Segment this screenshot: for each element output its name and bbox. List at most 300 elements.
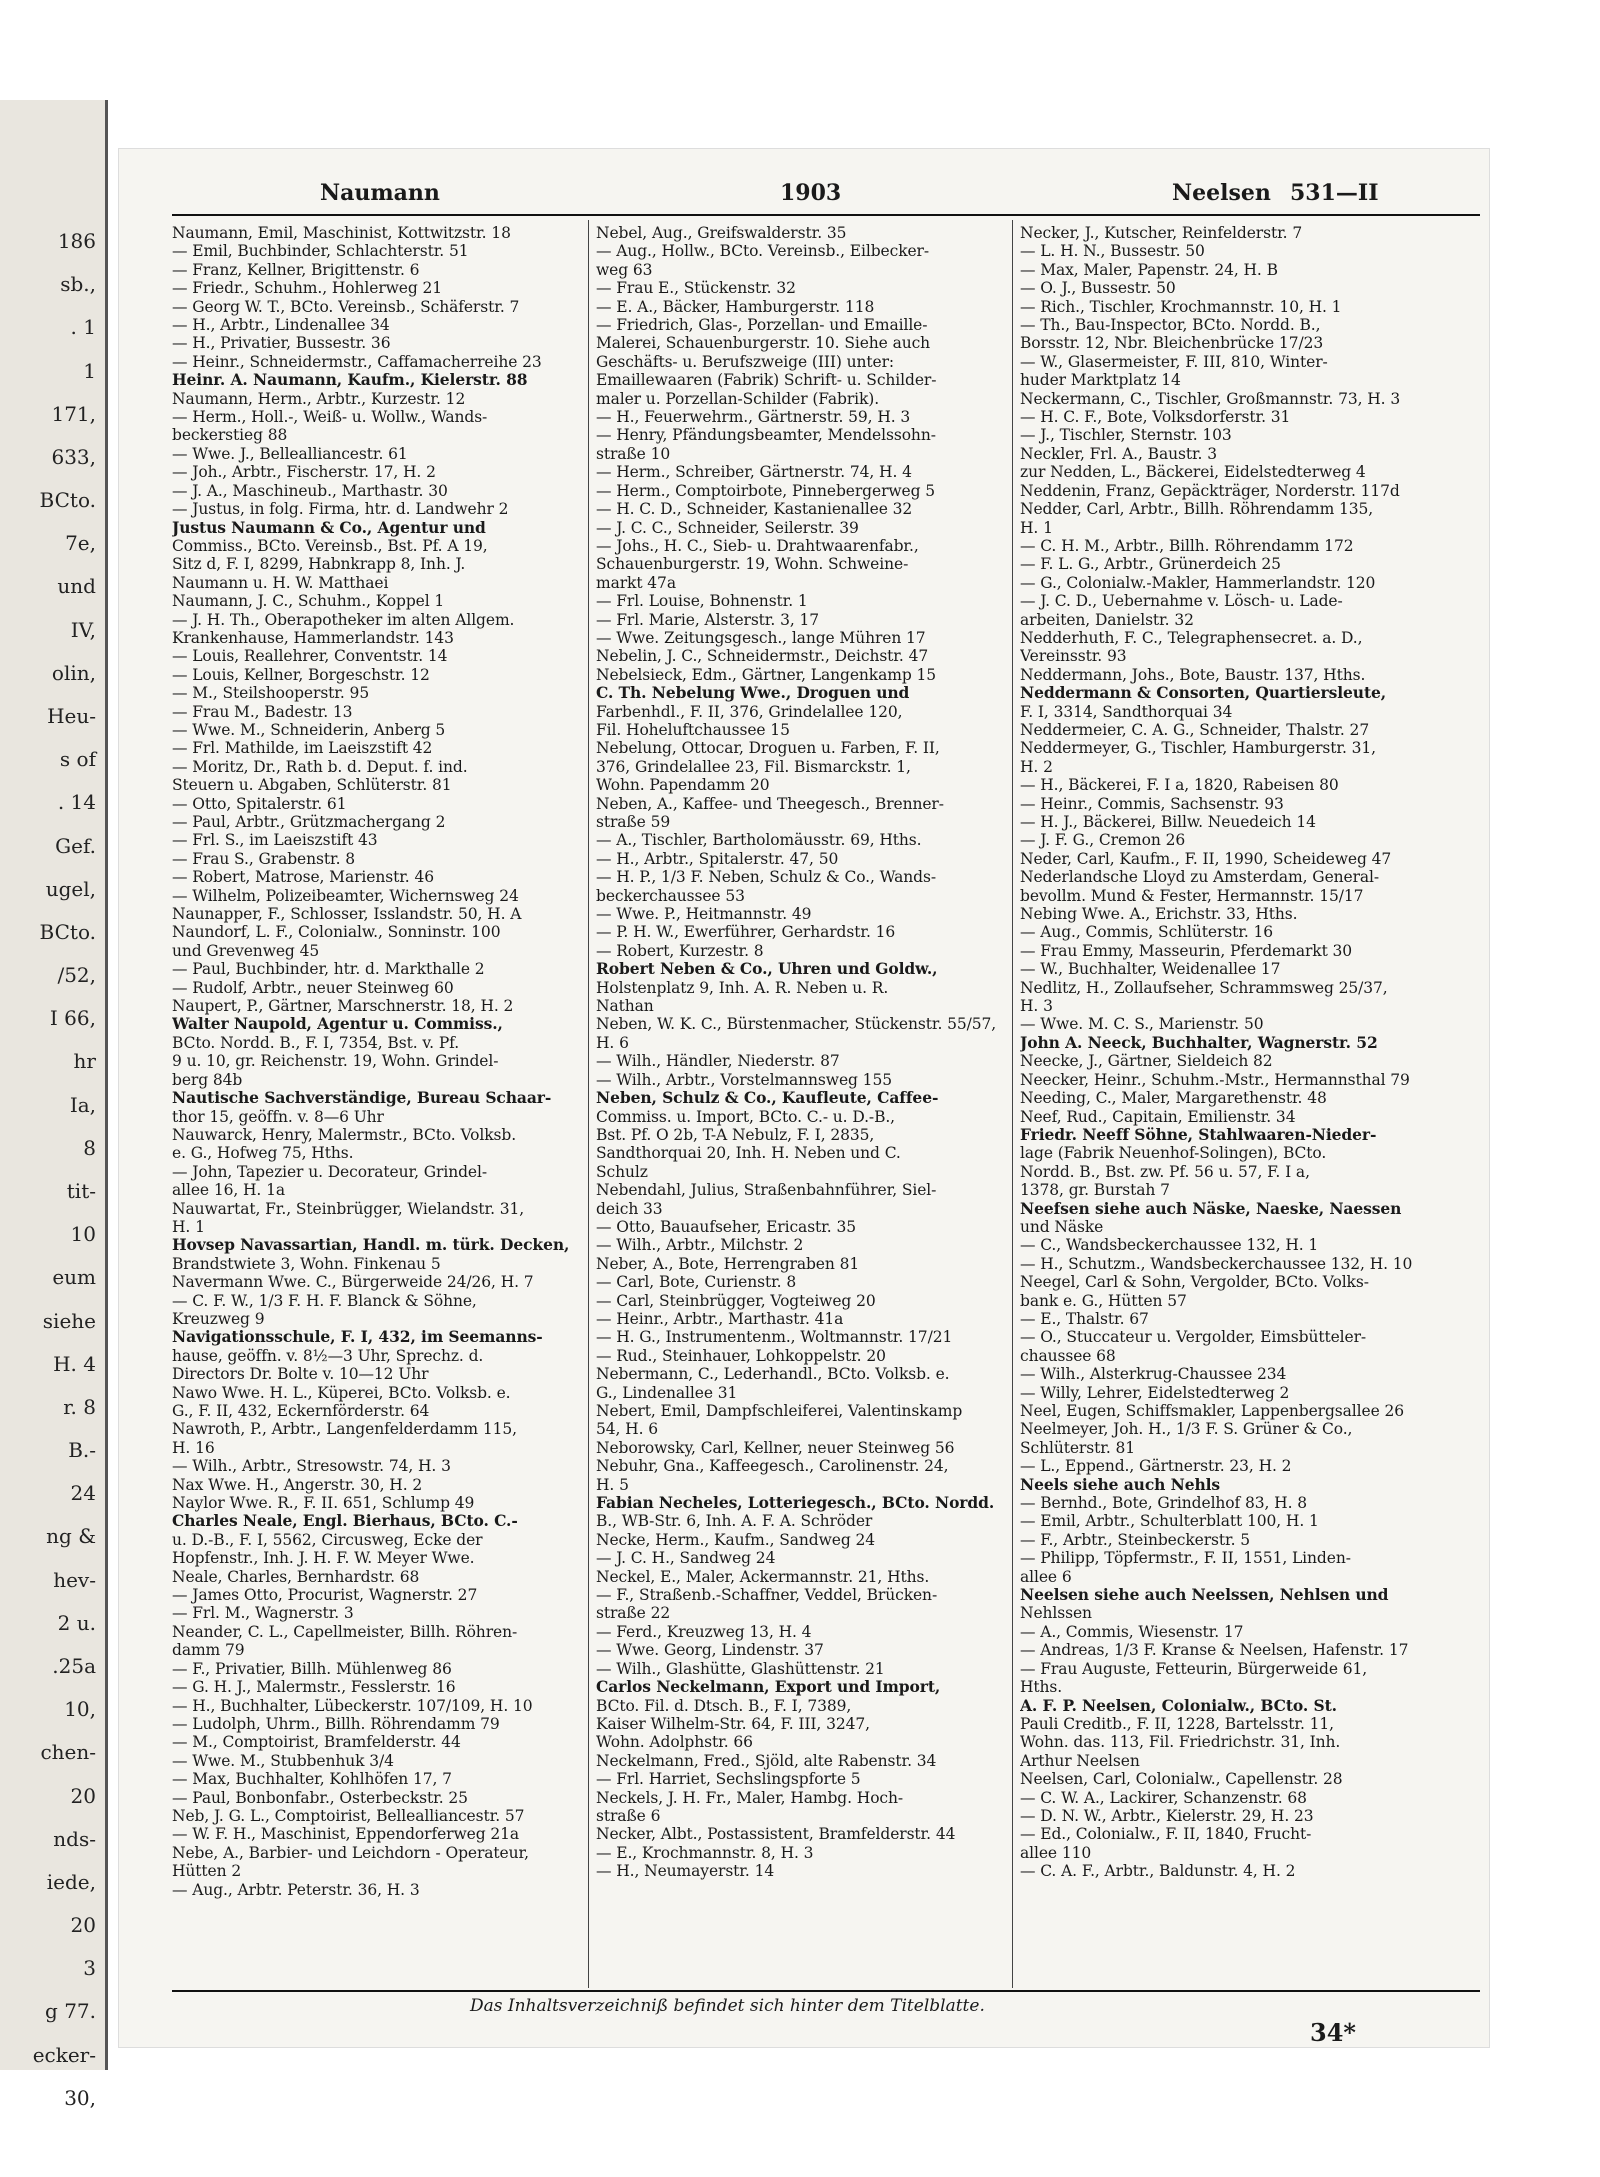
- directory-entry: — W. F. H., Maschinist, Eppendorferweg 21a: [172, 1825, 520, 1844]
- directory-entry: beckerstieg 88: [172, 426, 288, 445]
- header-rule: [172, 214, 1480, 216]
- directory-entry: Commiss., BCto. Vereinsb., Bst. Pf. A 19,: [172, 536, 488, 555]
- header-left-name: Naumann: [320, 180, 440, 206]
- directory-entry: — Frl. S., im Laeiszstift 43: [172, 831, 378, 850]
- directory-entry: weg 63: [596, 260, 653, 279]
- directory-entry: Nedderhuth, F. C., Telegraphensecret. a. D.,: [1020, 628, 1363, 647]
- directory-entry: Wohn. Adolphstr. 66: [596, 1733, 753, 1752]
- directory-entry: — Wilhelm, Polizeibeamter, Wichernsweg 24: [172, 886, 519, 905]
- directory-entry: Neb, J. G. L., Comptoirist, Bellealliancestr. 57: [172, 1806, 525, 1825]
- directory-entry: BCto. Fil. d. Dtsch. B., F. I, 7389,: [596, 1696, 852, 1715]
- directory-entry: — W., Buchhalter, Weidenallee 17: [1020, 960, 1281, 979]
- previous-page-fragment: 1: [83, 358, 96, 383]
- directory-entry: Nedder, Carl, Arbtr., Billh. Röhrendamm 135,: [1020, 500, 1374, 519]
- previous-page-fragment: ng &: [46, 1524, 96, 1549]
- directory-entry: hause, geöffn. v. 8½—3 Uhr, Sprechz. d.: [172, 1346, 484, 1365]
- directory-entry: Naylor Wwe. R., F. II. 651, Schlump 49: [172, 1494, 475, 1513]
- directory-entry: — H., Arbtr., Spitalerstr. 47, 50: [596, 849, 839, 868]
- previous-page-fragment: BCto.: [39, 488, 96, 513]
- directory-entry: — J., Tischler, Sternstr. 103: [1020, 426, 1232, 445]
- directory-entry: — M., Comptoirist, Bramfelderstr. 44: [172, 1733, 461, 1752]
- directory-entry: — Frl. Marie, Alsterstr. 3, 17: [596, 610, 820, 629]
- directory-entry: — Max, Buchhalter, Kohlhöfen 17, 7: [172, 1770, 452, 1789]
- directory-entry: Neelsen, Carl, Colonialw., Capellenstr. 28: [1020, 1770, 1343, 1789]
- directory-entry: H. 5: [596, 1475, 629, 1494]
- directory-entry: Kaiser Wilhelm-Str. 64, F. III, 3247,: [596, 1714, 870, 1733]
- directory-entry: — C., Wandsbeckerchaussee 132, H. 1: [1020, 1236, 1319, 1255]
- directory-entry: — John, Tapezier u. Decorateur, Grindel-: [172, 1162, 487, 1181]
- directory-entry: Nehlssen: [1020, 1604, 1092, 1623]
- previous-page-fragment: B.-: [68, 1438, 96, 1463]
- directory-entry: Neddermeyer, G., Tischler, Hamburgerstr. 31,: [1020, 739, 1377, 758]
- directory-entry: Nathan: [596, 997, 654, 1016]
- directory-column-3: [1020, 224, 1450, 1881]
- previous-page-fragment: Heu-: [47, 704, 96, 728]
- directory-entry: — Henry, Pfändungsbeamter, Mendelssohn-: [596, 426, 936, 445]
- directory-entry: lage (Fabrik Neuenhof-Solingen), BCto.: [1020, 1144, 1327, 1163]
- directory-entry: — Aug., Arbtr. Peterstr. 36, H. 3: [172, 1880, 420, 1899]
- directory-entry: — Wwe. M., Schneiderin, Anberg 5: [172, 720, 446, 739]
- directory-entry: — F. L. G., Arbtr., Grünerdeich 25: [1020, 555, 1281, 574]
- directory-entry: Neckermann, C., Tischler, Großmannstr. 73, H. 3: [1020, 389, 1401, 408]
- directory-entry: Neelsen siehe auch Neelssen, Nehlsen und: [1020, 1586, 1389, 1605]
- directory-entry: — Moritz, Dr., Rath b. d. Deput. f. ind.: [172, 757, 468, 776]
- directory-entry: Neddenin, Franz, Gepäckträger, Norderstr. 117d: [1020, 481, 1400, 500]
- directory-entry: Naupert, P., Gärtner, Marschnerstr. 18, H. 2: [172, 997, 514, 1016]
- directory-entry: bevollm. Mund & Fester, Hermannstr. 15/17: [1020, 886, 1364, 905]
- directory-entry: thor 15, geöffn. v. 8—6 Uhr: [172, 1107, 384, 1126]
- directory-entry: — H. J., Bäckerei, Billw. Neuedeich 14: [1020, 813, 1316, 831]
- directory-entry: 9 u. 10, gr. Reichenstr. 19, Wohn. Grindel-: [172, 1052, 499, 1071]
- directory-entry: Hths.: [1020, 1678, 1063, 1697]
- previous-page-fragment: 30,: [64, 2085, 96, 2110]
- directory-entry: Nawo Wwe. H. L., Küperei, BCto. Volksb. e.: [172, 1383, 511, 1402]
- previous-page-fragment: und: [57, 574, 96, 599]
- previous-page-fragment: r. 8: [63, 1394, 96, 1419]
- directory-entry: — H., Bäckerei, F. I a, 1820, Rabeisen 80: [1020, 776, 1339, 795]
- directory-entry: Hovsep Navassartian, Handl. m. türk. Decken,: [172, 1236, 570, 1255]
- previous-page-fragment: . 1: [70, 315, 96, 340]
- directory-entry: bank e. G., Hütten 57: [1020, 1291, 1187, 1310]
- directory-entry: — Wwe. P., Heitmannstr. 49: [596, 905, 812, 924]
- directory-entry: — Frau M., Badestr. 13: [172, 702, 353, 721]
- directory-entry: — Herm., Schreiber, Gärtnerstr. 74, H. 4: [596, 463, 912, 482]
- directory-entry: Neben, A., Kaffee- und Theegesch., Brenner-: [596, 794, 944, 813]
- directory-entry: — Max, Maler, Papenstr. 24, H. B: [1020, 260, 1278, 279]
- directory-entry: straße 6: [596, 1806, 661, 1825]
- directory-entry: — James Otto, Procurist, Wagnerstr. 27: [172, 1586, 478, 1605]
- directory-entry: — J. C. D., Uebernahme v. Lösch- u. Lade-: [1020, 592, 1343, 611]
- directory-entry: Commiss. u. Import, BCto. C.- u. D.-B.,: [596, 1107, 896, 1126]
- directory-entry: Carlos Neckelmann, Export und Import,: [596, 1678, 941, 1697]
- directory-entry: Nebelin, J. C., Schneidermstr., Deichstr. 47: [596, 647, 929, 666]
- directory-entry: Nebel, Aug., Greifswalderstr. 35: [596, 224, 847, 242]
- directory-column-2: [596, 224, 1026, 1881]
- previous-page-fragment: eum: [52, 1265, 96, 1290]
- directory-entry: Neborowsky, Carl, Kellner, neuer Steinweg 56: [596, 1438, 955, 1457]
- directory-entry: — Th., Bau-Inspector, BCto. Nordd. B.,: [1020, 316, 1321, 335]
- directory-entry: Neber, A., Bote, Herrengraben 81: [596, 1254, 860, 1273]
- directory-entry: Naumann, J. C., Schuhm., Koppel 1: [172, 592, 445, 611]
- directory-entry: und Näske: [1020, 1217, 1104, 1236]
- directory-entry: — Georg W. T., BCto. Vereinsb., Schäferstr. 7: [172, 297, 520, 316]
- directory-entry: deich 33: [596, 1199, 663, 1218]
- directory-entry: straße 10: [596, 444, 671, 463]
- directory-entry: Justus Naumann & Co., Agentur und: [172, 518, 486, 537]
- previous-page-fragment: s of: [59, 747, 96, 772]
- directory-entry: Navigationsschule, F. I, 432, im Seemanns-: [172, 1328, 543, 1347]
- previous-page-fragment: ecker-: [32, 2042, 96, 2067]
- directory-entry: — Ludolph, Uhrm., Billh. Röhrendamm 79: [172, 1714, 500, 1733]
- directory-entry: Necke, Herm., Kaufm., Sandweg 24: [596, 1530, 876, 1549]
- directory-entry: — Carl, Bote, Curienstr. 8: [596, 1273, 797, 1292]
- directory-entry: Nebendahl, Julius, Straßenbahnführer, Siel-: [596, 1181, 937, 1200]
- directory-entry: 1378, gr. Burstah 7: [1020, 1181, 1170, 1200]
- directory-entry: — Heinr., Commis, Sachsenstr. 93: [1020, 794, 1284, 813]
- directory-entry: markt 47a: [596, 573, 676, 592]
- directory-column-1: [172, 224, 602, 1899]
- directory-entry: — H., Buchhalter, Lübeckerstr. 107/109, H. 10: [172, 1696, 533, 1715]
- directory-entry: — F., Straßenb.-Schaffner, Veddel, Brücken-: [596, 1586, 938, 1605]
- directory-entry: — Justus, in folg. Firma, htr. d. Landwehr 2: [172, 500, 509, 519]
- directory-entry: — Otto, Spitalerstr. 61: [172, 794, 347, 813]
- directory-entry: Borsstr. 12, Nbr. Bleichenbrücke 17/23: [1020, 334, 1324, 353]
- directory-entry: 376, Grindelallee 23, Fil. Bismarckstr. 1,: [596, 757, 911, 776]
- directory-entry: — E., Krochmannstr. 8, H. 3: [596, 1843, 814, 1862]
- directory-entry: berg 84b: [172, 1070, 243, 1089]
- previous-page-fragment: chen-: [40, 1740, 96, 1765]
- previous-page-fragment: hr: [73, 1049, 96, 1074]
- directory-entry: — Herm., Comptoirbote, Pinnebergerweg 5: [596, 481, 936, 500]
- directory-entry: — Wwe. M. C. S., Marienstr. 50: [1020, 1015, 1264, 1034]
- directory-entry: Hopfenstr., Inh. J. H. F. W. Meyer Wwe.: [172, 1549, 475, 1568]
- directory-entry: — P. H. W., Ewerführer, Gerhardstr. 16: [596, 923, 896, 942]
- directory-entry: — Frau S., Grabenstr. 8: [172, 849, 356, 868]
- directory-entry: Directors Dr. Bolte v. 10—12 Uhr: [172, 1365, 429, 1384]
- directory-entry: Kreuzweg 9: [172, 1309, 265, 1328]
- directory-entry: — C. F. W., 1/3 F. H. F. Blanck & Söhne,: [172, 1291, 477, 1310]
- previous-page-fragment: g 77.: [45, 1999, 96, 2024]
- directory-entry: — O., Stuccateur u. Vergolder, Eimsbütteler-: [1020, 1328, 1367, 1347]
- previous-page-fragment: H. 4: [53, 1351, 96, 1376]
- directory-entry: Neelmeyer, Joh. H., 1/3 F. S. Grüner & Co.,: [1020, 1420, 1353, 1439]
- directory-entry: — Wilh., Händler, Niederstr. 87: [596, 1052, 840, 1071]
- directory-entry: e. G., Hofweg 75, Hths.: [172, 1144, 354, 1163]
- directory-entry: Neckelmann, Fred., Sjöld, alte Rabenstr. 34: [596, 1751, 937, 1770]
- previous-page-fragment: iede,: [46, 1869, 96, 1894]
- directory-entry: — J. A., Maschineub., Marthastr. 30: [172, 481, 448, 500]
- directory-entry: — Wwe. Georg, Lindenstr. 37: [596, 1641, 824, 1660]
- directory-entry: Holstenplatz 9, Inh. A. R. Neben u. R.: [596, 978, 889, 997]
- directory-entry: — Frau E., Stückenstr. 32: [596, 279, 796, 298]
- directory-entry: Neckel, E., Maler, Ackermannstr. 21, Hths.: [596, 1567, 930, 1586]
- directory-entry: Steuern u. Abgaben, Schlüterstr. 81: [172, 776, 452, 795]
- directory-entry: arbeiten, Danielstr. 32: [1020, 610, 1194, 629]
- directory-entry: Krankenhause, Hammerlandstr. 143: [172, 628, 454, 647]
- directory-entry: Neegel, Carl & Sohn, Vergolder, BCto. Volks-: [1020, 1273, 1369, 1292]
- previous-page-fragment: 186: [57, 229, 96, 253]
- directory-entry: Neddermann, Johs., Bote, Baustr. 137, Hths.: [1020, 665, 1366, 684]
- directory-entry: — Andreas, 1/3 F. Kranse & Neelsen, Hafenstr. 17: [1020, 1641, 1409, 1660]
- directory-entry: Neel, Eugen, Schiffsmakler, Lappenbergsallee 26: [1020, 1402, 1405, 1420]
- directory-entry: Fabian Necheles, Lotteriegesch., BCto. Nordd.: [596, 1494, 995, 1513]
- previous-page-fragment: 8: [83, 1135, 96, 1160]
- directory-entry: — J. H. Th., Oberapotheker im alten Allgem.: [172, 610, 515, 629]
- directory-entry: — Frl. M., Wagnerstr. 3: [172, 1604, 354, 1623]
- directory-entry: F. I, 3314, Sandthorquai 34: [1020, 702, 1233, 721]
- directory-entry: Nederlandsche Lloyd zu Amsterdam, General-: [1020, 868, 1380, 887]
- directory-entry: — Robert, Matrose, Marienstr. 46: [172, 868, 434, 887]
- previous-page-fragment: tit-: [66, 1179, 96, 1203]
- directory-entry: Schauenburgerstr. 19, Wohn. Schweine-: [596, 555, 909, 574]
- directory-entry: — H., Privatier, Bussestr. 36: [172, 334, 391, 353]
- directory-entry: — Johs., H. C., Sieb- u. Drahtwaarenfabr.,: [596, 536, 919, 555]
- directory-entry: G., F. II, 432, Eckernförderstr. 64: [172, 1402, 430, 1420]
- directory-entry: Walter Naupold, Agentur u. Commiss.,: [172, 1015, 503, 1034]
- footer-note: Das Inhaltsverzeichniß befindet sich hinter dem Titelblatte.: [470, 1996, 985, 2016]
- directory-entry: — H. C. D., Schneider, Kastanienallee 32: [596, 500, 913, 519]
- directory-entry: — L., Eppend., Gärtnerstr. 23, H. 2: [1020, 1457, 1292, 1476]
- directory-entry: Neecker, Heinr., Schuhm.-Mstr., Hermannsthal 79: [1020, 1070, 1410, 1089]
- directory-entry: Charles Neale, Engl. Bierhaus, BCto. C.-: [172, 1512, 518, 1531]
- directory-entry: Neander, C. L., Capellmeister, Billh. Röhren-: [172, 1622, 518, 1641]
- directory-entry: Naunapper, F., Schlosser, Isslandstr. 50, H. A: [172, 905, 522, 924]
- directory-entry: Necker, J., Kutscher, Reinfelderstr. 7: [1020, 224, 1303, 242]
- directory-entry: beckerchaussee 53: [596, 886, 745, 905]
- directory-entry: — C. A. F., Arbtr., Baldunstr. 4, H. 2: [1020, 1862, 1296, 1881]
- directory-entry: — Emil, Buchbinder, Schlachterstr. 51: [172, 242, 469, 261]
- directory-entry: — F., Privatier, Billh. Mühlenweg 86: [172, 1659, 452, 1678]
- directory-entry: — Frl. Harriet, Sechslingspforte 5: [596, 1770, 861, 1789]
- directory-entry: — Paul, Buchbinder, htr. d. Markthalle 2: [172, 960, 485, 979]
- previous-page-fragment: 20: [70, 1783, 96, 1808]
- directory-entry: Vereinsstr. 93: [1020, 647, 1127, 666]
- directory-entry: — Wilh., Arbtr., Milchstr. 2: [596, 1236, 804, 1255]
- directory-entry: Naundorf, L. F., Colonialw., Sonninstr. 100: [172, 923, 501, 942]
- directory-entry: — O. J., Bussestr. 50: [1020, 279, 1176, 298]
- directory-entry: H. 16: [172, 1438, 215, 1457]
- directory-entry: — Otto, Bauaufseher, Ericastr. 35: [596, 1217, 856, 1236]
- directory-entry: — J. C. C., Schneider, Seilerstr. 39: [596, 518, 859, 537]
- directory-entry: — G., Colonialw.-Makler, Hammerlandstr. 120: [1020, 573, 1376, 592]
- directory-entry: Nebelung, Ottocar, Droguen u. Farben, F. II,: [596, 739, 940, 758]
- directory-entry: Nebing Wwe. A., Erichstr. 33, Hths.: [1020, 905, 1298, 924]
- directory-entry: allee 110: [1020, 1843, 1092, 1862]
- directory-entry: Neef, Rud., Capitain, Emilienstr. 34: [1020, 1107, 1296, 1126]
- directory-entry: Neben, Schulz & Co., Kaufleute, Caffee-: [596, 1089, 939, 1108]
- directory-entry: — Wwe. Zeitungsgesch., lange Mühren 17: [596, 628, 926, 647]
- directory-entry: H. 3: [1020, 997, 1053, 1016]
- previous-page-fragment: olin,: [51, 660, 96, 685]
- directory-entry: — H. P., 1/3 F. Neben, Schulz & Co., Wands-: [596, 868, 936, 887]
- previous-page-fragment: 633,: [51, 444, 96, 469]
- directory-entry: — Frl. Louise, Bohnenstr. 1: [596, 592, 808, 611]
- directory-entry: Emaillewaaren (Fabrik) Schrift- u. Schilder-: [596, 371, 937, 390]
- directory-entry: H. 2: [1020, 757, 1053, 776]
- previous-page-fragment: .25a: [52, 1654, 96, 1678]
- directory-entry: Sitz d, F. I, 8299, Habnkrapp 8, Inh. J.: [172, 555, 466, 574]
- directory-entry: Heinr. A. Naumann, Kaufm., Kielerstr. 88: [172, 371, 528, 390]
- directory-entry: — Carl, Steinbrügger, Vogteiweg 20: [596, 1291, 876, 1310]
- directory-entry: maler u. Porzellan-Schilder (Fabrik).: [596, 389, 880, 408]
- directory-entry: — E. A., Bäcker, Hamburgerstr. 118: [596, 297, 875, 316]
- directory-entry: Naumann u. H. W. Matthaei: [172, 573, 389, 592]
- directory-entry: — H., Feuerwehrm., Gärtnerstr. 59, H. 3: [596, 408, 911, 427]
- directory-entry: allee 6: [1020, 1567, 1072, 1586]
- directory-entry: — A., Commis, Wiesenstr. 17: [1020, 1622, 1244, 1641]
- directory-entry: John A. Neeck, Buchhalter, Wagnerstr. 52: [1020, 1033, 1378, 1052]
- directory-entry: — H. C. F., Bote, Volksdorferstr. 31: [1020, 408, 1291, 427]
- directory-entry: — J. F. G., Cremon 26: [1020, 831, 1186, 850]
- previous-page-fragment: BCto.: [39, 919, 96, 944]
- previous-page-fragment: /52,: [57, 963, 96, 988]
- header-right-name: Neelsen: [1172, 180, 1271, 206]
- directory-entry: — Rud., Steinhauer, Lohkoppelstr. 20: [596, 1346, 886, 1365]
- directory-entry: Neckler, Frl. A., Baustr. 3: [1020, 444, 1217, 463]
- directory-entry: Malerei, Schauenburgerstr. 10. Siehe auch: [596, 334, 931, 353]
- directory-entry: — Wwe. M., Stubbenhuk 3/4: [172, 1751, 394, 1770]
- previous-page-fragment: Gef.: [55, 833, 96, 858]
- directory-entry: Neefsen siehe auch Näske, Naeske, Naessen: [1020, 1199, 1402, 1218]
- previous-page-fragment: I 66,: [49, 1006, 96, 1031]
- previous-page-fragment: . 14: [57, 790, 96, 815]
- directory-entry: — Joh., Arbtr., Fischerstr. 17, H. 2: [172, 463, 436, 482]
- directory-entry: — Frau Emmy, Masseurin, Pferdemarkt 30: [1020, 941, 1353, 960]
- directory-entry: Nebe, A., Barbier- und Leichdorn - Operateur,: [172, 1843, 529, 1862]
- directory-entry: Neddermeier, C. A. G., Schneider, Thalstr. 27: [1020, 720, 1370, 739]
- directory-entry: Nordd. B., Bst. zw. Pf. 56 u. 57, F. I a,: [1020, 1162, 1310, 1181]
- directory-entry: u. D.-B., F. I, 5562, Circusweg, Ecke der: [172, 1530, 483, 1549]
- directory-entry: straße 59: [596, 813, 671, 831]
- directory-entry: Friedr. Neeff Söhne, Stahlwaaren-Nieder-: [1020, 1125, 1377, 1144]
- directory-entry: Neale, Charles, Bernhardstr. 68: [172, 1567, 420, 1586]
- directory-entry: Bst. Pf. O 2b, T-A Nebulz, F. I, 2835,: [596, 1125, 875, 1144]
- directory-entry: Schlüterstr. 81: [1020, 1438, 1135, 1457]
- directory-entry: — Willy, Lehrer, Eidelstedterweg 2: [1020, 1383, 1290, 1402]
- directory-entry: Fil. Hoheluftchaussee 15: [596, 720, 790, 739]
- directory-entry: 54, H. 6: [596, 1420, 659, 1439]
- directory-entry: straße 22: [596, 1604, 671, 1623]
- directory-entry: huder Marktplatz 14: [1020, 371, 1181, 390]
- previous-page-fragment: 171,: [51, 401, 96, 426]
- directory-entry: Naumann, Herm., Arbtr., Kurzestr. 12: [172, 389, 466, 408]
- directory-entry: Neben, W. K. C., Bürstenmacher, Stückenstr. 55/57,: [596, 1015, 997, 1034]
- directory-entry: Nebelsieck, Edm., Gärtner, Langenkamp 15: [596, 665, 936, 684]
- footer-rule: [172, 1990, 1480, 1992]
- directory-entry: Nax Wwe. H., Angerstr. 30, H. 2: [172, 1475, 423, 1494]
- directory-entry: C. Th. Nebelung Wwe., Droguen und: [596, 684, 910, 703]
- directory-entry: — Paul, Arbtr., Grützmachergang 2: [172, 813, 446, 831]
- directory-entry: Nawroth, P., Arbtr., Langenfelderdamm 115,: [172, 1420, 517, 1439]
- directory-entry: — W., Glasermeister, F. III, 810, Winter-: [1020, 352, 1328, 371]
- directory-entry: Brandstwiete 3, Wohn. Finkenau 5: [172, 1254, 441, 1273]
- directory-entry: — Wilh., Arbtr., Stresowstr. 74, H. 3: [172, 1457, 451, 1476]
- directory-entry: Neels siehe auch Nehls: [1020, 1475, 1221, 1494]
- header-year: 1903: [780, 180, 842, 206]
- directory-entry: Nebermann, C., Lederhandl., BCto. Volksb. e.: [596, 1365, 950, 1384]
- directory-entry: — Ferd., Kreuzweg 13, H. 4: [596, 1622, 812, 1641]
- directory-entry: und Grevenweg 45: [172, 941, 320, 960]
- directory-entry: — H., Neumayerstr. 14: [596, 1862, 775, 1881]
- directory-entry: — Robert, Kurzestr. 8: [596, 941, 764, 960]
- directory-entry: Neckels, J. H. Fr., Maler, Hambg. Hoch-: [596, 1788, 904, 1807]
- directory-entry: Schulz: [596, 1162, 648, 1181]
- directory-entry: — G. H. J., Malermstr., Fesslerstr. 16: [172, 1678, 456, 1697]
- directory-entry: — Louis, Kellner, Borgeschstr. 12: [172, 665, 430, 684]
- previous-page-strip: [0, 100, 108, 2070]
- directory-entry: allee 16, H. 1a: [172, 1181, 285, 1200]
- directory-entry: Neecke, J., Gärtner, Sieldeich 82: [1020, 1052, 1273, 1071]
- directory-entry: — Franz, Kellner, Brigittenstr. 6: [172, 260, 420, 279]
- directory-entry: — Frl. Mathilde, im Laeiszstift 42: [172, 739, 433, 758]
- directory-entry: H. 6: [596, 1033, 629, 1052]
- directory-entry: — Heinr., Arbtr., Marthastr. 41a: [596, 1309, 844, 1328]
- directory-entry: — Heinr., Schneidermstr., Caffamacherreihe 23: [172, 352, 542, 371]
- previous-page-fragment: 20: [70, 1913, 96, 1938]
- directory-entry: — Frau Auguste, Fetteurin, Bürgerweide 61,: [1020, 1659, 1368, 1678]
- signature-mark: 34*: [1310, 2018, 1356, 2047]
- previous-page-fragment: 3: [83, 1956, 96, 1981]
- directory-entry: — H., Arbtr., Lindenallee 34: [172, 316, 390, 335]
- directory-entry: — Emil, Arbtr., Schulterblatt 100, H. 1: [1020, 1512, 1319, 1531]
- directory-entry: — Bernhd., Bote, Grindelhof 83, H. 8: [1020, 1494, 1308, 1513]
- directory-entry: — Herm., Holl.-, Weiß- u. Wollw., Wands-: [172, 408, 488, 427]
- directory-entry: — F., Arbtr., Steinbeckerstr. 5: [1020, 1530, 1251, 1549]
- header-page-number: 531—II: [1290, 180, 1379, 206]
- directory-entry: Navermann Wwe. C., Bürgerweide 24/26, H. 7: [172, 1273, 534, 1292]
- directory-entry: — Wwe. J., Bellealliancestr. 61: [172, 444, 408, 463]
- previous-page-fragment: nds-: [53, 1826, 96, 1851]
- previous-page-fragment: hev-: [53, 1567, 96, 1592]
- directory-entry: — C. H. M., Arbtr., Billh. Röhrendamm 172: [1020, 536, 1354, 555]
- directory-entry: — H. G., Instrumentenm., Woltmannstr. 17/21: [596, 1328, 953, 1347]
- directory-entry: Robert Neben & Co., Uhren und Goldw.,: [596, 960, 938, 979]
- previous-page-fragment: 10: [70, 1222, 96, 1247]
- directory-entry: Nedlitz, H., Zollaufseher, Schrammsweg 25/37,: [1020, 978, 1388, 997]
- directory-entry: — C. W. A., Lackirer, Schanzenstr. 68: [1020, 1788, 1307, 1807]
- directory-entry: — Aug., Commis, Schlüterstr. 16: [1020, 923, 1274, 942]
- directory-entry: — Ed., Colonialw., F. II, 1840, Frucht-: [1020, 1825, 1312, 1844]
- directory-entry: zur Nedden, L., Bäckerei, Eidelstedterweg 4: [1020, 463, 1366, 482]
- directory-entry: Geschäfts- u. Berufszweige (III) unter:: [596, 352, 895, 371]
- directory-entry: — J. C. H., Sandweg 24: [596, 1549, 776, 1568]
- directory-entry: — H., Schutzm., Wandsbeckerchaussee 132, H. 10: [1020, 1254, 1413, 1273]
- directory-entry: Hütten 2: [172, 1862, 242, 1881]
- directory-entry: BCto. Nordd. B., F. I, 7354, Bst. v. Pf.: [172, 1033, 460, 1052]
- directory-entry: Wohn. das. 113, Fil. Friedrichstr. 31, Inh.: [1020, 1733, 1341, 1752]
- directory-entry: A. F. P. Neelsen, Colonialw., BCto. St.: [1020, 1696, 1337, 1715]
- directory-entry: H. 1: [172, 1217, 205, 1236]
- directory-entry: Naumann, Emil, Maschinist, Kottwitzstr. 18: [172, 224, 511, 242]
- page-header: [170, 180, 1480, 212]
- previous-page-fragment: siehe: [42, 1308, 96, 1333]
- directory-entry: — Friedr., Schuhm., Hohlerweg 21: [172, 279, 443, 298]
- directory-entry: — E., Thalstr. 67: [1020, 1309, 1149, 1328]
- directory-entry: G., Lindenallee 31: [596, 1383, 738, 1402]
- directory-entry: — Wilh., Arbtr., Vorstelmannsweg 155: [596, 1070, 892, 1089]
- directory-entry: Pauli Creditb., F. II, 1228, Bartelsstr. 11,: [1020, 1714, 1334, 1733]
- directory-entry: Wohn. Papendamm 20: [596, 776, 770, 795]
- previous-page-fragment: IV,: [70, 617, 96, 642]
- directory-entry: Neder, Carl, Kaufm., F. II, 1990, Scheideweg 47: [1020, 849, 1392, 868]
- directory-entry: — Wilh., Glashütte, Glashüttenstr. 21: [596, 1659, 885, 1678]
- directory-entry: Sandthorquai 20, Inh. H. Neben und C.: [596, 1144, 901, 1163]
- directory-entry: B., WB-Str. 6, Inh. A. F. A. Schröder: [596, 1512, 873, 1531]
- directory-entry: Nautische Sachverständige, Bureau Schaar-: [172, 1089, 552, 1108]
- directory-entry: chaussee 68: [1020, 1346, 1116, 1365]
- previous-page-fragment: ugel,: [45, 876, 96, 901]
- directory-entry: — Philipp, Töpfermstr., F. II, 1551, Linden-: [1020, 1549, 1351, 1568]
